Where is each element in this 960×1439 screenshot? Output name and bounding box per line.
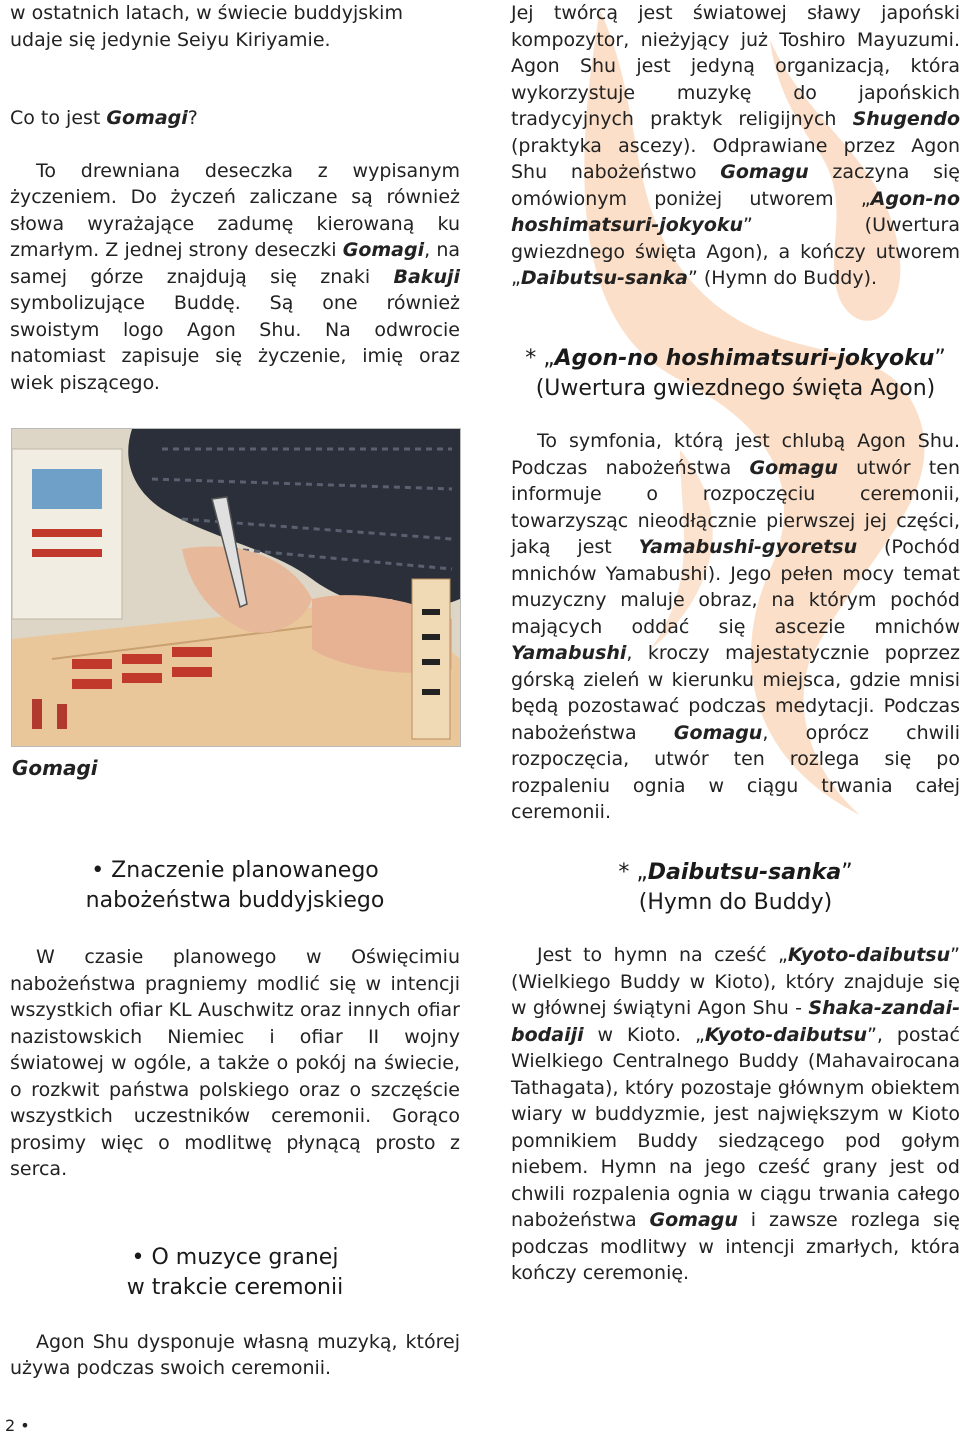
text-run: ”, postać Wielkiego Centralnego Buddy (Mahavairocana Tathagata), który pozostaje głównym obiektem wiary w buddyzmie, jest największym w Kioto pomnikiem Buddy siedzącego pod gołym niebem. Hymn na jego cześć grany jest od chwili rozpalenia ognia w ciągu trwania całego nabożeństwa	[511, 1023, 960, 1231]
intro-line-1: w ostatnich latach, w świecie buddyjskim	[10, 2, 403, 24]
heading-prefix: * „	[525, 346, 555, 371]
photo-illustration	[12, 429, 460, 746]
question-heading	[10, 105, 460, 132]
text-run: , na samej górze znajdują się znaki	[10, 239, 461, 288]
term-bakuji: Bakuji	[393, 265, 460, 288]
text-run: ” (Uwertura gwiezdnego święta Agon), a kończy utworem „	[511, 214, 960, 289]
right-intro-block	[511, 0, 960, 292]
right-overture-block	[511, 344, 960, 826]
gomagi-photo	[11, 428, 461, 747]
text-run: (praktyka ascezy). Odprawiane przez Agon Shu nabożeństwo	[511, 134, 960, 183]
term-gomagu: Gomagu	[673, 721, 763, 744]
overture-paragraph	[511, 428, 960, 826]
overture-heading	[511, 344, 960, 404]
term-kyoto-daibutsu: Kyoto-daibutsu	[787, 944, 951, 966]
text-run: symbolizujące Buddę. Są one również swoistym logo Agon Shu. Na odwrocie natomiast zapisuje się życzenie, imię oraz wiek piszącego.	[10, 292, 460, 394]
term-yamabushi: Yamabushi	[511, 642, 627, 664]
photo-caption: Gomagi	[12, 756, 98, 780]
text-run: Jej twórcą jest światowej sławy japoński kompozytor, nieżyjący już Toshiro Mayuzumi. Agon Shu jest jedyną organizacją, która wykorzystuje muzykę do japońskich tradycyjnych praktyk religijnych	[511, 2, 960, 130]
term-gomagi: Gomagi	[106, 107, 188, 129]
text-run: i zawsze rozlega się podczas modlitwy w intencji zmarłych, która kończy ceremonię.	[511, 1209, 960, 1284]
term-daibutsu-sanka: Daibutsu-sanka	[520, 267, 688, 289]
text-run: utwór ten informuje o rozpoczęciu ceremonii, towarzysząc nieodłącznie pierwszej jej części, jaką jest	[511, 456, 960, 558]
right-hymn-block	[511, 858, 960, 1287]
term-kyoto-daibutsu: Kyoto-daibutsu	[704, 1023, 868, 1046]
heading-line-1: • Znaczenie planowanego	[91, 858, 379, 883]
heading-prefix: * „	[618, 860, 648, 885]
text-run: To symfonia, którą jest chlubą Agon Shu. Podczas nabożeństwa	[511, 430, 960, 479]
question-suffix: ?	[187, 107, 198, 129]
meaning-paragraph: W czasie planowego w Oświęcimiu nabożeństwa pragniemy modlić się w intencji wszystkich ofiar KL Auschwitz oraz innych ofiar nazistowskich Niemiec i ofiar II wojny światowej w ogóle, a także o pokój na świecie, o rozkwit państwa polskiego oraz o szczęście wszystkich uczestników ceremonii. Gorąco prosimy więc o modlitwę płynącą prosto z serca.	[10, 946, 460, 1180]
heading-suffix: ”	[841, 860, 853, 885]
page-number: 2 •	[5, 1416, 30, 1435]
term-yamabushi-gyoretsu: Yamabushi-gyoretsu	[638, 536, 858, 558]
term-agon-no-hoshimatsuri: Agon-no hoshimatsuri-jokyoku	[554, 346, 935, 371]
left-intro-block	[10, 0, 460, 396]
text-run: ” (Wielkiego Buddy w Kioto), który znajduje się w głównej świątyni Agon Shu -	[511, 944, 960, 1019]
heading-suffix: ”	[934, 346, 946, 371]
text-run: ” (Hymn do Buddy).	[688, 267, 878, 289]
term-gomagu: Gomagu	[720, 161, 809, 183]
text-run: zaczyna się omówionym poniżej utworem „	[511, 161, 960, 210]
heading-line-2: (Uwertura gwiezdnego święta Agon)	[535, 376, 936, 401]
question-prefix: Co to jest	[10, 107, 107, 129]
left-sections-block	[10, 856, 460, 1382]
gomagi-description	[10, 158, 460, 397]
term-gomagi: Gomagi	[342, 239, 425, 261]
term-shugendo: Shugendo	[852, 108, 960, 130]
text-run: (Pochód mnichów Yamabushi). Jego pełen mocy temat muzyczny maluje obraz, na którym pochód mających oddać się ascezie mnichów	[511, 536, 960, 638]
composer-paragraph	[511, 0, 960, 292]
term-shaka-zandai-bodaiji: Shaka-zandai-bodaiji	[511, 997, 960, 1046]
term-daibutsu-sanka: Daibutsu-sanka	[647, 860, 842, 885]
term-gomagu: Gomagu	[649, 1209, 738, 1231]
text-run: w Kioto. „	[583, 1023, 705, 1046]
heading-line-1: • O muzyce granej	[131, 1244, 339, 1270]
heading-line-2: nabożeństwa buddyjskiego	[85, 888, 385, 913]
section-heading-meaning	[10, 856, 460, 916]
music-paragraph: Agon Shu dysponuje własną muzyką, której używa podczas swoich ceremonii.	[10, 1330, 460, 1379]
intro-line-2: udaje się jedynie Seiyu Kiriyamie.	[10, 28, 331, 51]
text-run: , kroczy majestatycznie poprzez górską zieleń w kierunku miejsca, gdzie mnisi będą pozostawać podczas medytacji. Podczas nabożeństwa	[511, 642, 960, 744]
hymn-heading	[511, 858, 960, 918]
text-run: To drewniana deseczka z wypisanym życzeniem. Do życzeń zaliczane są również słowa wyrażające zadumę kierowaną ku zmarłym. Z jednej strony deseczki	[10, 159, 460, 261]
heading-line-2: (Hymn do Buddy)	[638, 890, 833, 915]
hymn-paragraph	[511, 942, 960, 1287]
heading-line-2: w trakcie ceremonii	[126, 1274, 344, 1300]
text-run: , oprócz chwili rozpoczęcia, utwór ten rozlega się po rozpaleniu ognia w ciągu trwania całej ceremonii.	[511, 721, 960, 823]
section-heading-music	[10, 1243, 460, 1303]
term-gomagu: Gomagu	[749, 456, 838, 479]
text-run: Jest to hymn na cześć „	[537, 944, 788, 966]
term-agon-no-hoshimatsuri: Agon-no hoshimatsuri-jokyoku	[511, 187, 960, 236]
